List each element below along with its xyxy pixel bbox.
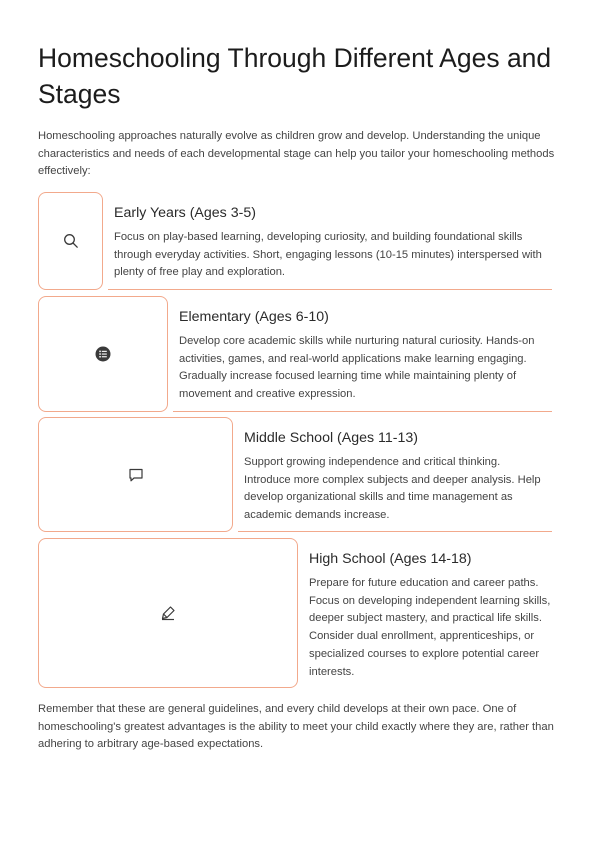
stage-icon-card — [38, 538, 298, 688]
stage-icon-card — [38, 192, 103, 290]
stage-icon-card — [38, 417, 233, 532]
pen-icon — [160, 605, 176, 621]
divider — [238, 531, 552, 532]
stage-middle-school — [38, 417, 552, 535]
stage-description: Prepare for future education and career paths. Focus on developing independent learning skills, deeper subject mastery, and practical life skills. Consider dual enrollment, apprenticeships, or specialized courses to explore potential career interests. — [309, 577, 551, 678]
stage-elementary — [38, 296, 552, 414]
list-icon — [95, 346, 111, 362]
intro-paragraph: Homeschooling approaches naturally evolve as children grow and develop. Understanding the unique characteristics and needs of each developmental stage can help you tailor your homeschooling methods effectively: — [38, 130, 555, 177]
chat-bubble-icon — [128, 467, 144, 483]
divider — [173, 411, 552, 412]
divider — [108, 289, 552, 290]
stage-icon-card — [38, 296, 168, 412]
stage-heading: Early Years (Ages 3-5) — [114, 205, 256, 221]
stage-description: Support growing independence and critical thinking. Introduce more complex subjects and deeper analysis. Help develop organizational skills and time management as academic demands increase. — [244, 456, 541, 522]
stage-heading: Elementary (Ages 6-10) — [179, 309, 329, 325]
closing-paragraph: Remember that these are general guidelines, and every child develops at their own pace. One of homeschooling's greatest advantages is the ability to meet your child exactly where they are, rather than adhering to arbitrary age-based expectations. — [38, 703, 554, 750]
stage-description: Focus on play-based learning, developing curiosity, and building foundational skills through everyday activities. Short, engaging lessons (10-15 minutes) interspersed with plenty of free play and exploration. — [114, 231, 542, 279]
stage-heading: High School (Ages 14-18) — [309, 551, 472, 567]
search-icon — [63, 233, 79, 249]
page-title: Homeschooling Through Different Ages and Stages — [38, 43, 552, 109]
stage-high-school — [38, 538, 552, 690]
stage-description: Develop core academic skills while nurturing natural curiosity. Hands-on activities, games, and real-world applications make learning engaging. Gradually increase focused learning time while maintaining plenty of movement and creative expression. — [179, 335, 535, 401]
stage-early-years — [38, 192, 552, 292]
stage-heading: Middle School (Ages 11-13) — [244, 430, 419, 446]
